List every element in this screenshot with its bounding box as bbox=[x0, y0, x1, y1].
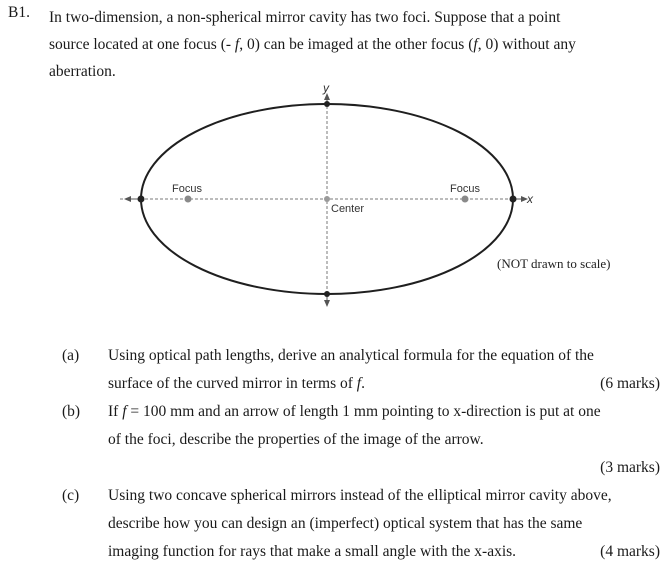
focus-left-label: Focus bbox=[172, 183, 202, 195]
part-c-line-2: describe how you can design an (imperfect) optical system that has the same bbox=[108, 515, 583, 532]
center-dot bbox=[324, 196, 330, 202]
part-a-line-2: surface of the curved mirror in terms of f. (6 marks) bbox=[108, 370, 660, 398]
vertex-left-dot bbox=[138, 196, 145, 203]
not-to-scale-note: (NOT drawn to scale) bbox=[497, 256, 611, 271]
part-c-marks: (4 marks) bbox=[600, 543, 660, 560]
part-b-line-1: If f = 100 mm and an arrow of length 1 mm pointing to x-direction is put at one bbox=[108, 403, 601, 420]
focus-right-dot bbox=[462, 196, 469, 203]
part-b-label: (b) bbox=[62, 403, 81, 420]
intro-line-1: In two-dimension, a non-spherical mirror cavity has two foci. Suppose that a point bbox=[49, 9, 561, 26]
part-c bbox=[62, 482, 660, 572]
focus-right-label: Focus bbox=[450, 183, 480, 195]
vertex-bottom-dot bbox=[324, 291, 330, 297]
part-a-line-1: Using optical path lengths, derive an analytical formula for the equation of the bbox=[108, 347, 594, 364]
center-label: Center bbox=[331, 203, 365, 215]
intro-line-3: aberration. bbox=[49, 63, 116, 80]
y-axis-label: y bbox=[323, 81, 329, 95]
part-b bbox=[62, 398, 660, 482]
part-a-label: (a) bbox=[62, 347, 80, 364]
focus-left-dot bbox=[185, 196, 192, 203]
question-number: B1. bbox=[8, 4, 30, 21]
part-c-line-1: Using two concave spherical mirrors instead of the elliptical mirror cavity above, bbox=[108, 487, 612, 504]
part-b-marks: (3 marks) bbox=[600, 459, 660, 476]
part-c-label: (c) bbox=[62, 487, 80, 504]
vertex-right-dot bbox=[510, 196, 517, 203]
vertex-top-dot bbox=[324, 101, 330, 107]
part-a bbox=[62, 342, 660, 398]
x-axis-label: x bbox=[527, 192, 533, 206]
part-a-marks: (6 marks) bbox=[600, 375, 660, 392]
part-b-line-2: of the foci, describe the properties of the image of the arrow. bbox=[108, 431, 484, 448]
intro-line-2: source located at one focus (- f, 0) can be imaged at the other focus (f, 0) without any bbox=[49, 36, 576, 53]
part-c-line-3: imaging function for rays that make a small angle with the x-axis. (4 marks) bbox=[108, 538, 660, 566]
